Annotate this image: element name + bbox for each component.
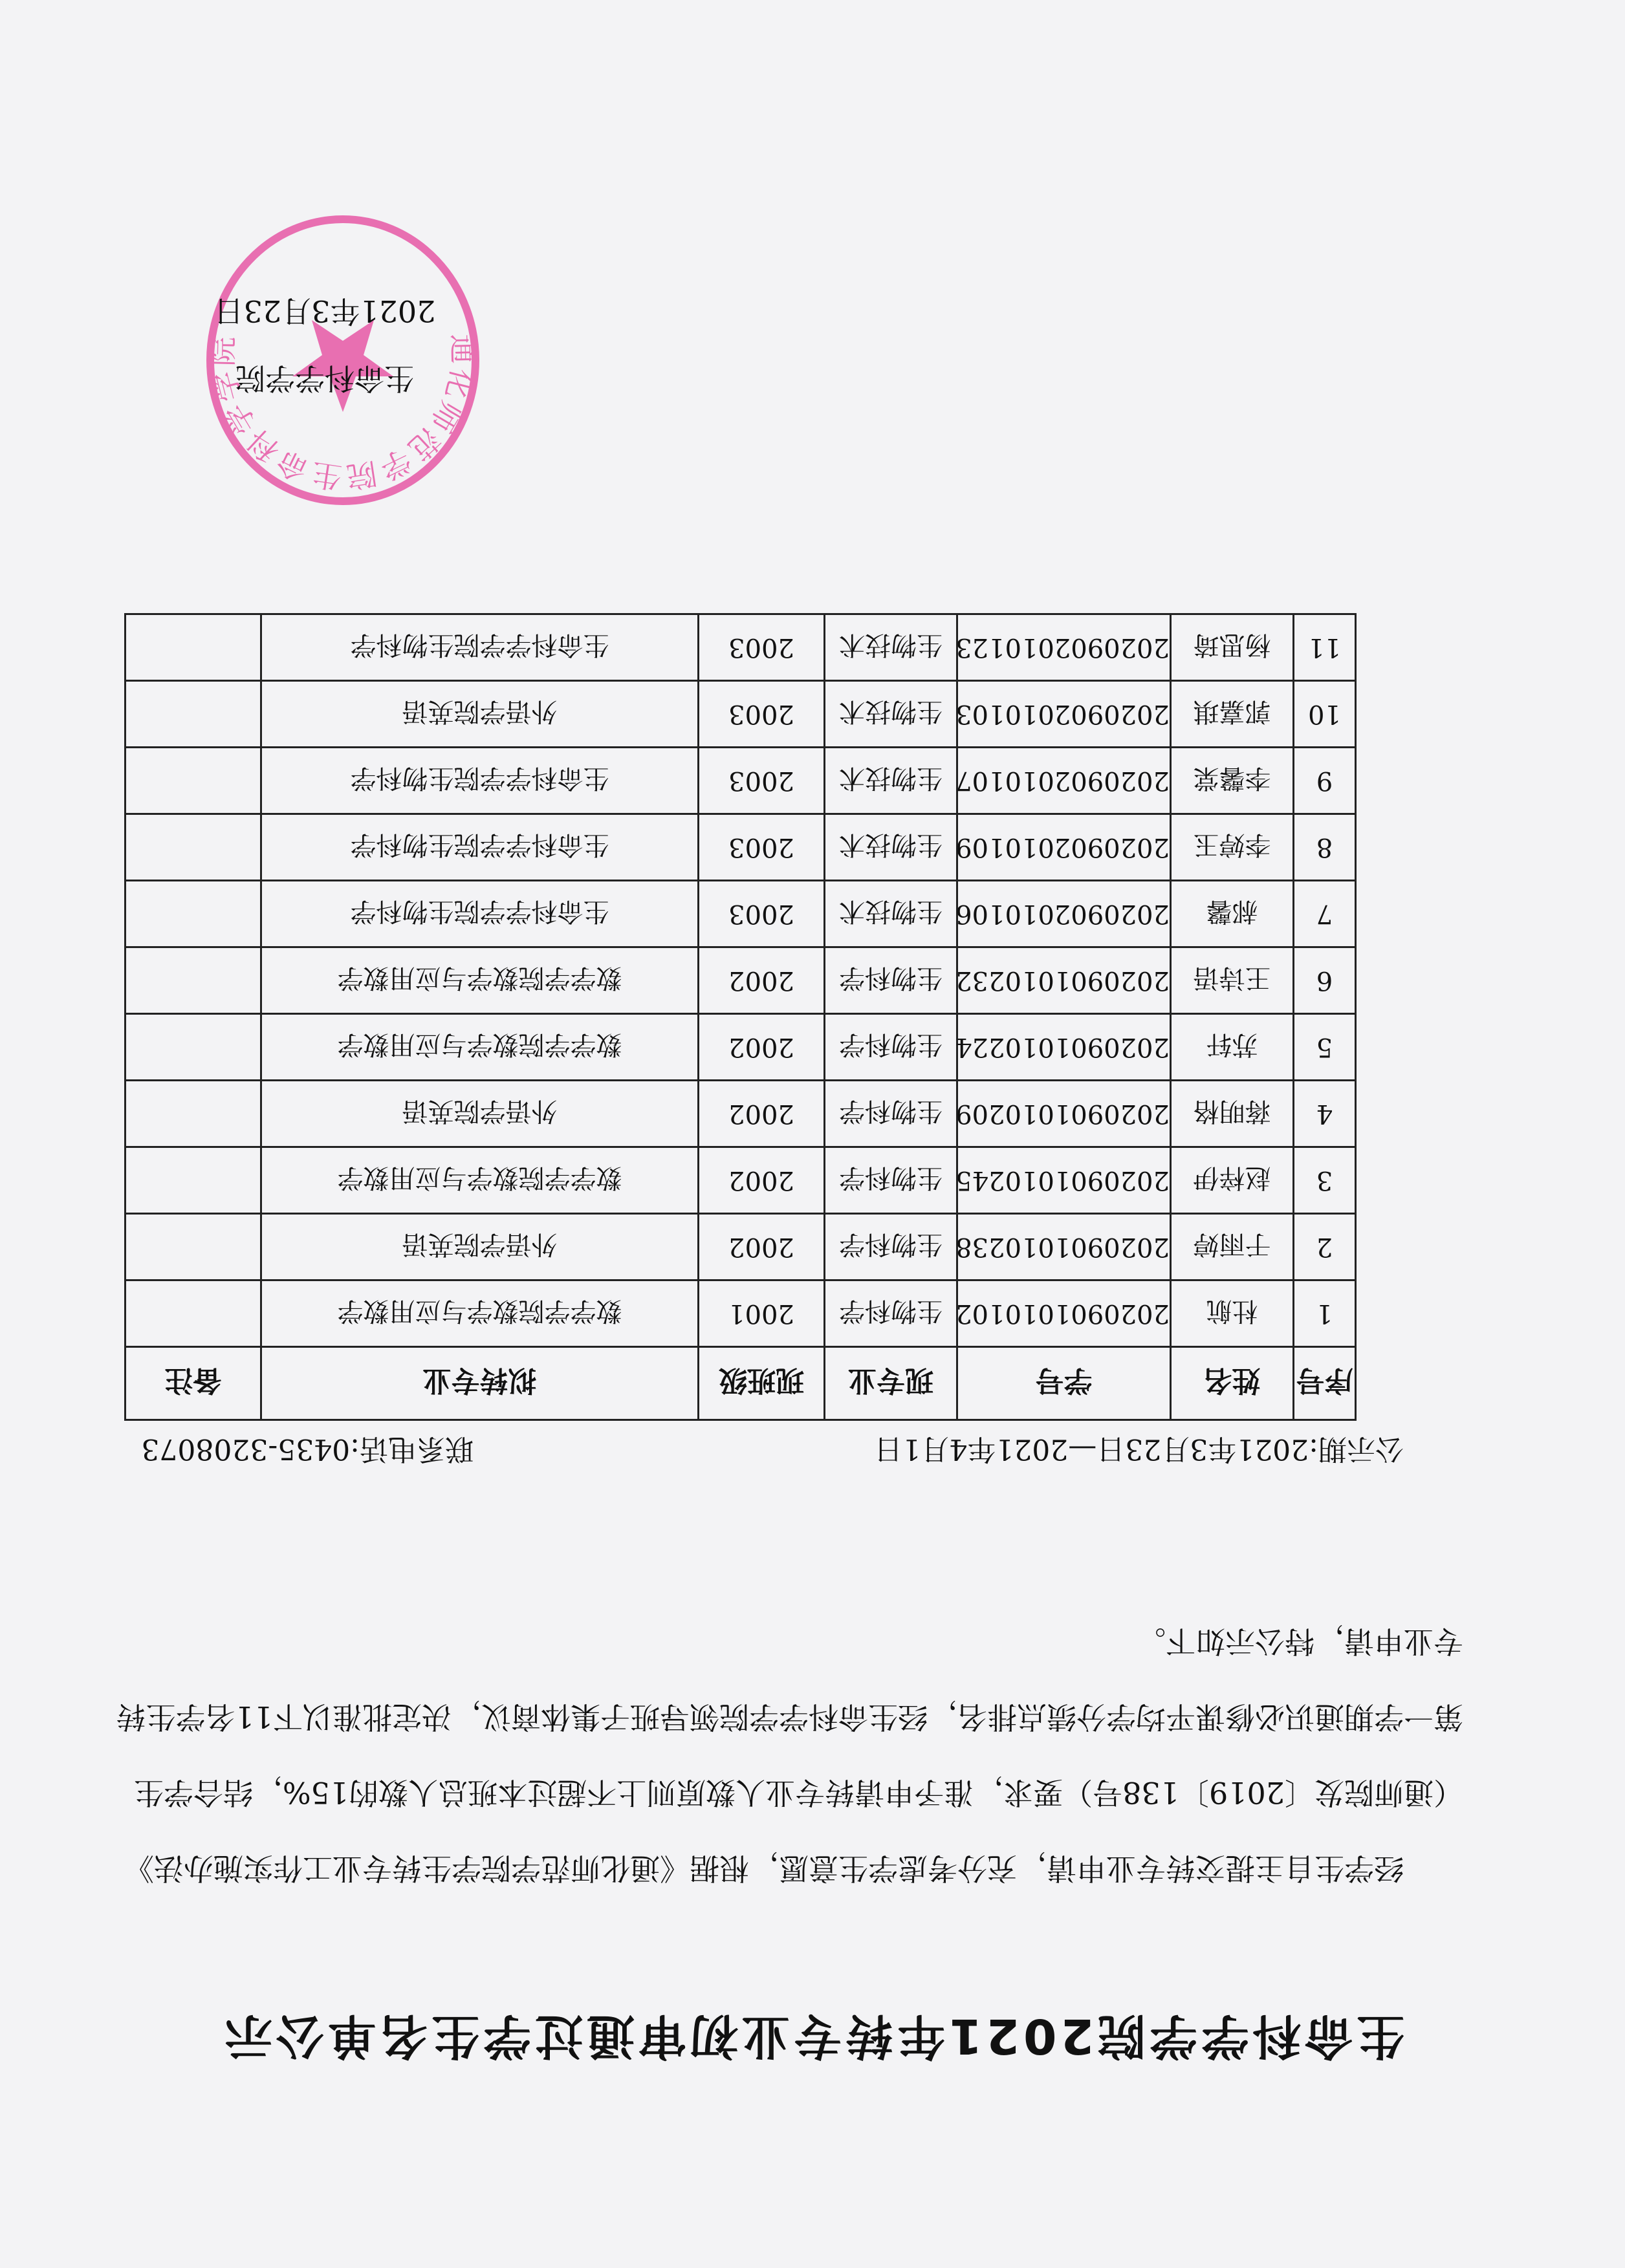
col-header-name: 姓名 [1171,1347,1294,1420]
seal-text: 通化师范学院生命科学学院 [204,333,481,495]
cell-current-major: 生物技术 [825,814,957,881]
signature-college: 生命科学学院 [235,361,414,396]
cell-remarks [125,814,261,881]
cell-index: 7 [1294,881,1356,947]
cell-student-id: 2020902010107 [957,748,1171,814]
cell-current-class: 2001 [699,1280,825,1347]
cell-name: 杜航 [1171,1280,1294,1347]
cell-student-id: 2020901010102 [957,1280,1171,1347]
cell-target-major: 数学学院数学与应用数学 [261,1147,699,1214]
col-header-remarks: 备注 [125,1347,261,1420]
table-row [125,814,1356,881]
cell-target-major: 生命科学学院生物科学 [261,748,699,814]
col-header-index: 序号 [1294,1347,1356,1420]
cell-student-id: 2020901010224 [957,1014,1171,1081]
cell-name: 苏轩 [1171,1014,1294,1081]
cell-index: 4 [1294,1081,1356,1147]
col-header-target-major: 拟转专业 [261,1347,699,1420]
publicity-period: 公示期:2021年3月23日—2021年4月1日 [874,1432,1404,1465]
contact-phone: 联系电话:0435-3208073 [141,1432,474,1465]
cell-current-class: 2002 [699,1081,825,1147]
document-title: 生命科学学院2021年转专业初审通过学生名单公示 [221,2008,1404,2064]
cell-student-id: 2020901010232 [957,947,1171,1014]
cell-remarks [125,881,261,947]
cell-current-class: 2002 [699,947,825,1014]
cell-index: 6 [1294,947,1356,1014]
table-row [125,1014,1356,1081]
cell-remarks [125,681,261,748]
cell-target-major: 生命科学学院生物科学 [261,614,699,681]
cell-name: 杨思琦 [1171,614,1294,681]
cell-remarks [125,614,261,681]
cell-remarks [125,1081,261,1147]
table-row [125,1081,1356,1147]
cell-student-id: 2020901010245 [957,1147,1171,1214]
cell-student-id: 2020902010106 [957,881,1171,947]
table-row [125,1147,1356,1214]
table-row [125,1280,1356,1347]
cell-current-class: 2003 [699,881,825,947]
cell-index: 3 [1294,1147,1356,1214]
cell-target-major: 外语学院英语 [261,681,699,748]
cell-remarks [125,1214,261,1280]
cell-current-major: 生物技术 [825,748,957,814]
cell-remarks [125,947,261,1014]
cell-target-major: 外语学院英语 [261,1081,699,1147]
cell-target-major: 数学学院数学与应用数学 [261,1280,699,1347]
cell-student-id: 2020901010238 [957,1214,1171,1280]
cell-name: 赵梓伊 [1171,1147,1294,1214]
signature-block [195,277,454,412]
cell-current-major: 生物科学 [825,1280,957,1347]
cell-current-class: 2002 [699,1214,825,1280]
table-row [125,614,1356,681]
announcement-body: 经学生自主提交转专业申请，充分考虑学生意愿，根据《通化师范学院学生转专业工作实施办法》（通师院发〔2019〕138号）要求，准予申请转专业人数原则上不超过本班总人数的15%，结合学生第一学期通识必修课平均学分绩点排名，经生命科学学院领导班子集体商议，决定批准以下11名学生转专业申请，特公示如下。 [116,1624,1463,1886]
cell-current-class: 2003 [699,814,825,881]
cell-name: 蒋明格 [1171,1081,1294,1147]
cell-current-class: 2002 [699,1147,825,1214]
cell-target-major: 数学学院数学与应用数学 [261,947,699,1014]
table-row [125,1214,1356,1280]
cell-remarks [125,748,261,814]
table-row [125,681,1356,748]
cell-name: 郝馨 [1171,881,1294,947]
col-header-current-class: 现班级 [699,1347,825,1420]
cell-remarks [125,1014,261,1081]
col-header-current-major: 现专业 [825,1347,957,1420]
cell-current-class: 2002 [699,1014,825,1081]
cell-target-major: 数学学院数学与应用数学 [261,1014,699,1081]
table-row [125,947,1356,1014]
cell-student-id: 2020902010103 [957,681,1171,748]
cell-current-major: 生物科学 [825,1014,957,1081]
cell-remarks [125,1147,261,1214]
cell-name: 王诗语 [1171,947,1294,1014]
cell-current-major: 生物科学 [825,947,957,1014]
cell-current-major: 生物技术 [825,614,957,681]
cell-name: 李婷玉 [1171,814,1294,881]
cell-index: 8 [1294,814,1356,881]
cell-current-class: 2003 [699,681,825,748]
cell-current-major: 生物技术 [825,681,957,748]
cell-name: 李馨棠 [1171,748,1294,814]
cell-name: 郭嘉琪 [1171,681,1294,748]
table-header-row [125,1347,1356,1420]
cell-current-major: 生物科学 [825,1214,957,1280]
cell-index: 5 [1294,1014,1356,1081]
cell-student-id: 2020902010109 [957,814,1171,881]
cell-current-major: 生物技术 [825,881,957,947]
cell-student-id: 2020902010123 [957,614,1171,681]
table-row [125,748,1356,814]
cell-index: 9 [1294,748,1356,814]
cell-remarks [125,1280,261,1347]
cell-target-major: 生命科学学院生物科学 [261,881,699,947]
cell-index: 10 [1294,681,1356,748]
signature-date: 2021年3月23日 [213,294,436,329]
cell-current-major: 生物科学 [825,1081,957,1147]
cell-current-major: 生物科学 [825,1147,957,1214]
publicity-line [105,1434,1463,1473]
cell-name: 于雨婷 [1171,1214,1294,1280]
cell-index: 1 [1294,1280,1356,1347]
cell-target-major: 生命科学学院生物科学 [261,814,699,881]
cell-target-major: 外语学院英语 [261,1214,699,1280]
student-transfer-table [124,613,1357,1421]
col-header-student-id: 学号 [957,1347,1171,1420]
cell-index: 2 [1294,1214,1356,1280]
cell-current-class: 2003 [699,748,825,814]
table-row [125,881,1356,947]
cell-index: 11 [1294,614,1356,681]
cell-student-id: 2020901010209 [957,1081,1171,1147]
cell-current-class: 2003 [699,614,825,681]
